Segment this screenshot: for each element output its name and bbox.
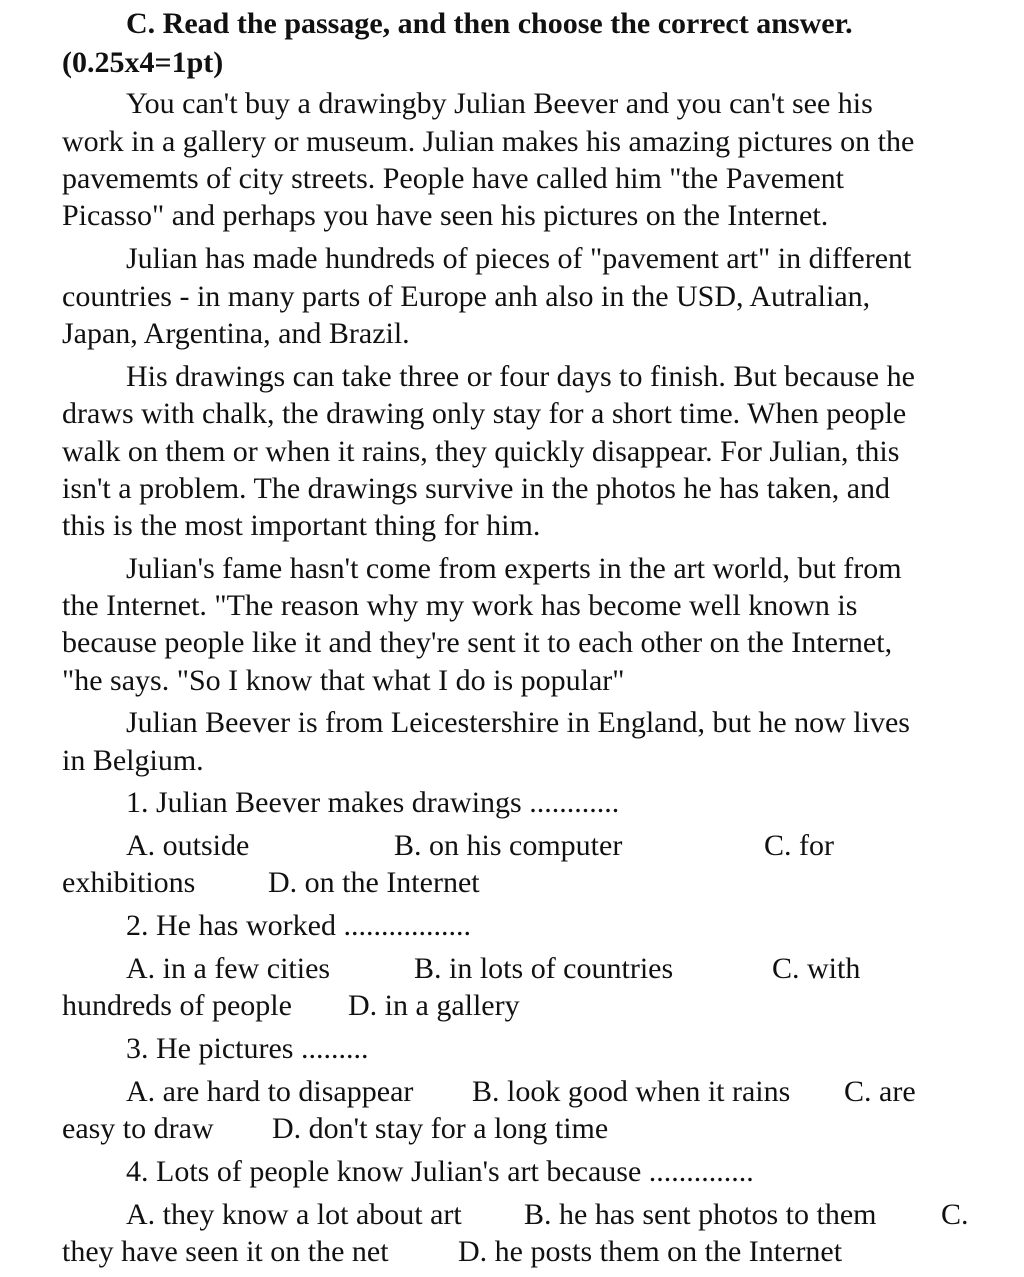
option-c-continued: they have seen it on the net (62, 1235, 389, 1268)
option-a: A. in a few cities (126, 952, 331, 985)
passage-line: in Belgium. (62, 744, 204, 777)
option-c: C. (941, 1198, 969, 1231)
question-4-stem (126, 1153, 754, 1191)
passage-line: because people like it and they're sent it to each other on the Internet, (62, 626, 893, 659)
option-c-continued: exhibitions (62, 866, 196, 899)
option-a: A. are hard to disappear (126, 1075, 414, 1108)
option-c: C. for (764, 829, 834, 862)
passage-line: the Internet. "The reason why my work has become well known is (62, 589, 858, 622)
answer-blank: ................. (343, 909, 471, 942)
option-d: D. on the Internet (268, 866, 480, 899)
answer-blank: .............. (648, 1155, 754, 1188)
passage-line: Julian Beever is from Leicestershire in England, but he now lives (126, 706, 910, 739)
passage-line: Japan, Argentina, and Brazil. (62, 317, 410, 350)
option-c-continued: hundreds of people (62, 989, 292, 1022)
question-stem-text: 1. Julian Beever makes drawings (126, 786, 522, 819)
option-c: C. are (844, 1075, 916, 1108)
answer-blank: ............ (529, 786, 620, 819)
passage-line: this is the most important thing for him. (62, 509, 541, 542)
passage-line: walk on them or when it rains, they quickly disappear. For Julian, this (62, 435, 900, 468)
passage-line: draws with chalk, the drawing only stay for a short time. When people (62, 397, 907, 430)
option-d: D. in a gallery (348, 989, 520, 1022)
passage-line: You can't buy a drawingby Julian Beever and you can't see his (126, 87, 873, 120)
passage-line: Julian's fame hasn't come from experts in the art world, but from (126, 552, 902, 585)
passage-line: Julian has made hundreds of pieces of "pavement art" in different (126, 242, 912, 275)
question-stem-text: 4. Lots of people know Julian's art because (126, 1155, 642, 1188)
passage-line: "he says. "So I know that what I do is popular" (62, 664, 625, 697)
question-stem-text: 3. He pictures (126, 1032, 294, 1065)
section-points: (0.25x4=1pt) (62, 46, 224, 79)
passage-line: countries - in many parts of Europe anh also in the USD, Autralian, (62, 280, 871, 313)
option-c: C. with (772, 952, 861, 985)
option-d: D. he posts them on the Internet (458, 1235, 843, 1268)
passage-line: isn't a problem. The drawings survive in the photos he has taken, and (62, 472, 891, 505)
option-b: B. look good when it rains (472, 1075, 791, 1108)
passage-line: pavememts of city streets. People have called him "the Pavement (62, 162, 845, 195)
answer-blank: ......... (300, 1032, 369, 1065)
option-c-continued: easy to draw (62, 1112, 214, 1145)
option-a: A. outside (126, 829, 250, 862)
section-heading: C. Read the passage, and then choose the correct answer. (126, 7, 853, 40)
question-1-stem (126, 784, 619, 822)
passage-line: His drawings can take three or four days to finish. But because he (126, 360, 915, 393)
option-a: A. they know a lot about art (126, 1198, 462, 1231)
question-3-stem (126, 1030, 368, 1068)
question-2-stem (126, 907, 471, 945)
passage-line: Picasso" and perhaps you have seen his pictures on the Internet. (62, 199, 829, 232)
option-b: B. in lots of countries (414, 952, 674, 985)
option-b: B. on his computer (394, 829, 623, 862)
option-b: B. he has sent photos to them (524, 1198, 877, 1231)
question-stem-text: 2. He has worked (126, 909, 336, 942)
option-d: D. don't stay for a long time (272, 1112, 609, 1145)
passage-line: work in a gallery or museum. Julian makes his amazing pictures on the (62, 125, 915, 158)
